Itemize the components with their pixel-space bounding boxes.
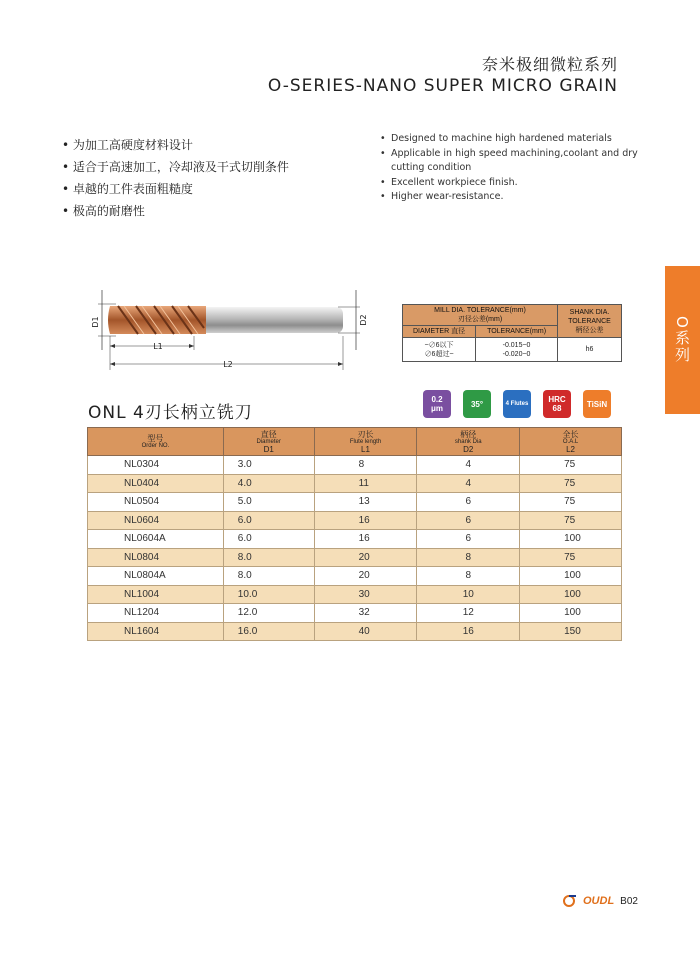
overall-length-cell: 75 bbox=[520, 493, 622, 512]
section-title: ONL 4刃长柄立铣刀 bbox=[88, 403, 253, 423]
overall-length-cell: 100 bbox=[520, 530, 622, 549]
l1-label: L1 bbox=[153, 342, 163, 351]
table-row bbox=[88, 622, 622, 641]
diameter-cell: 12.0 bbox=[223, 604, 314, 623]
feature-cn-item: • 适合于高速加工，冷却液及干式切削条件 bbox=[62, 156, 289, 178]
flute-length-cell: 16 bbox=[314, 511, 417, 530]
header-flute-length: 刃长 Flute length L1 bbox=[314, 428, 417, 456]
feature-badges bbox=[423, 390, 611, 418]
page-number: B02 bbox=[620, 895, 638, 907]
table-row bbox=[88, 511, 622, 530]
flute-length-cell: 32 bbox=[314, 604, 417, 623]
overall-length-cell: 100 bbox=[520, 585, 622, 604]
header-overall-length: 全长 O.A.L L2 bbox=[520, 428, 622, 456]
table-row bbox=[88, 530, 622, 549]
table-header-row bbox=[88, 428, 622, 456]
side-tab-label: O系列 bbox=[673, 316, 691, 364]
order-no-cell: NL0404 bbox=[88, 474, 224, 493]
table-row bbox=[88, 567, 622, 586]
flute-length-cell: 11 bbox=[314, 474, 417, 493]
shank-dia-cell: 8 bbox=[417, 548, 520, 567]
feature-en-item: • Applicable in high speed machining,coolant and dry cutting condition bbox=[380, 147, 640, 176]
overall-length-cell: 75 bbox=[520, 474, 622, 493]
feature-en-item: • Excellent workpiece finish. bbox=[380, 176, 640, 191]
feature-cn-item: • 为加工高硬度材料设计 bbox=[62, 134, 289, 156]
overall-length-cell: 100 bbox=[520, 567, 622, 586]
features-list-chinese bbox=[62, 134, 289, 222]
tool-shank bbox=[206, 307, 343, 333]
order-no-cell: NL0604 bbox=[88, 511, 224, 530]
feature-cn-item: • 卓越的工件表面粗糙度 bbox=[62, 178, 289, 200]
diameter-cell: 5.0 bbox=[223, 493, 314, 512]
tolerance-table bbox=[402, 304, 622, 362]
overall-length-cell: 100 bbox=[520, 604, 622, 623]
diameter-cell: 6.0 bbox=[223, 511, 314, 530]
table-row bbox=[88, 548, 622, 567]
diameter-cell: 4.0 bbox=[223, 474, 314, 493]
flute-length-cell: 20 bbox=[314, 567, 417, 586]
overall-length-cell: 75 bbox=[520, 511, 622, 530]
overall-length-cell: 75 bbox=[520, 456, 622, 475]
logo-text: OUDL bbox=[583, 895, 615, 907]
d2-label: D2 bbox=[359, 314, 368, 326]
order-no-cell: NL1604 bbox=[88, 622, 224, 641]
shank-dia-cell: 6 bbox=[417, 511, 520, 530]
diameter-cell: 3.0 bbox=[223, 456, 314, 475]
helix-angle-badge: 35° bbox=[463, 390, 491, 418]
flute-length-cell: 20 bbox=[314, 548, 417, 567]
order-no-cell: NL0804A bbox=[88, 567, 224, 586]
feature-en-item: • Designed to machine high hardened materials bbox=[380, 132, 640, 147]
brand-logo bbox=[563, 895, 638, 907]
order-no-cell: NL0504 bbox=[88, 493, 224, 512]
flute-length-cell: 40 bbox=[314, 622, 417, 641]
grain-size-badge: 0.2 μm bbox=[423, 390, 451, 418]
title-chinese: 奈米极细微粒系列 bbox=[481, 55, 618, 74]
diameter-cell: 6.0 bbox=[223, 530, 314, 549]
diameter-cell: 10.0 bbox=[223, 585, 314, 604]
table-row bbox=[88, 474, 622, 493]
table-row bbox=[88, 585, 622, 604]
shank-tolerance-value: h6 bbox=[558, 338, 622, 362]
flute-length-cell: 30 bbox=[314, 585, 417, 604]
diameter-cell: 16.0 bbox=[223, 622, 314, 641]
mill-tolerance-header: MILL DIA. TOLERANCE(mm) 刃径公差(mm) bbox=[403, 305, 558, 326]
coating-badge: TiSiN bbox=[583, 390, 611, 418]
specification-table bbox=[87, 427, 622, 641]
flute-length-cell: 8 bbox=[314, 456, 417, 475]
feature-cn-item: • 极高的耐磨性 bbox=[62, 200, 289, 222]
header-shank-dia: 柄径 shank Dia D2 bbox=[417, 428, 520, 456]
d1-label: D1 bbox=[91, 316, 100, 328]
shank-dia-cell: 6 bbox=[417, 493, 520, 512]
order-no-cell: NL0304 bbox=[88, 456, 224, 475]
shank-dia-cell: 16 bbox=[417, 622, 520, 641]
hardness-badge: HRC 68 bbox=[543, 390, 571, 418]
shank-tolerance-header: SHANK DIA. TOLERANCE 柄径公差 bbox=[558, 305, 622, 338]
series-side-tab[interactable] bbox=[665, 266, 700, 414]
feature-en-item: • Higher wear-resistance. bbox=[380, 190, 640, 205]
end-mill-diagram bbox=[88, 286, 368, 376]
shank-dia-cell: 6 bbox=[417, 530, 520, 549]
flute-length-cell: 16 bbox=[314, 530, 417, 549]
l2-label: L2 bbox=[223, 360, 233, 369]
shank-dia-cell: 10 bbox=[417, 585, 520, 604]
order-no-cell: NL1004 bbox=[88, 585, 224, 604]
shank-dia-cell: 4 bbox=[417, 474, 520, 493]
order-no-cell: NL1204 bbox=[88, 604, 224, 623]
logo-mark-icon bbox=[563, 895, 577, 907]
shank-dia-cell: 4 bbox=[417, 456, 520, 475]
overall-length-cell: 150 bbox=[520, 622, 622, 641]
diameter-cell: 8.0 bbox=[223, 548, 314, 567]
overall-length-cell: 75 bbox=[520, 548, 622, 567]
tolerance-subheader: TOLERANCE(mm) bbox=[476, 326, 558, 338]
table-row bbox=[88, 456, 622, 475]
shank-dia-cell: 8 bbox=[417, 567, 520, 586]
header-order-no: 型号 Order NO. bbox=[88, 428, 224, 456]
table-row bbox=[88, 604, 622, 623]
diameter-subheader: DIAMETER 直径 bbox=[403, 326, 476, 338]
diameter-ranges: ~∅6以下 ∅6超过~ bbox=[403, 338, 476, 362]
title-english: O-SERIES-NANO SUPER MICRO GRAIN bbox=[267, 76, 618, 96]
order-no-cell: NL0604A bbox=[88, 530, 224, 549]
diameter-cell: 8.0 bbox=[223, 567, 314, 586]
table-row bbox=[88, 493, 622, 512]
flute-length-cell: 13 bbox=[314, 493, 417, 512]
features-list-english bbox=[380, 132, 640, 205]
header-diameter: 直径 Diameter D1 bbox=[223, 428, 314, 456]
order-no-cell: NL0804 bbox=[88, 548, 224, 567]
shank-dia-cell: 12 bbox=[417, 604, 520, 623]
tolerance-values: -0.015~0 -0.020~0 bbox=[476, 338, 558, 362]
flutes-badge: 4 Flutes bbox=[503, 390, 531, 418]
